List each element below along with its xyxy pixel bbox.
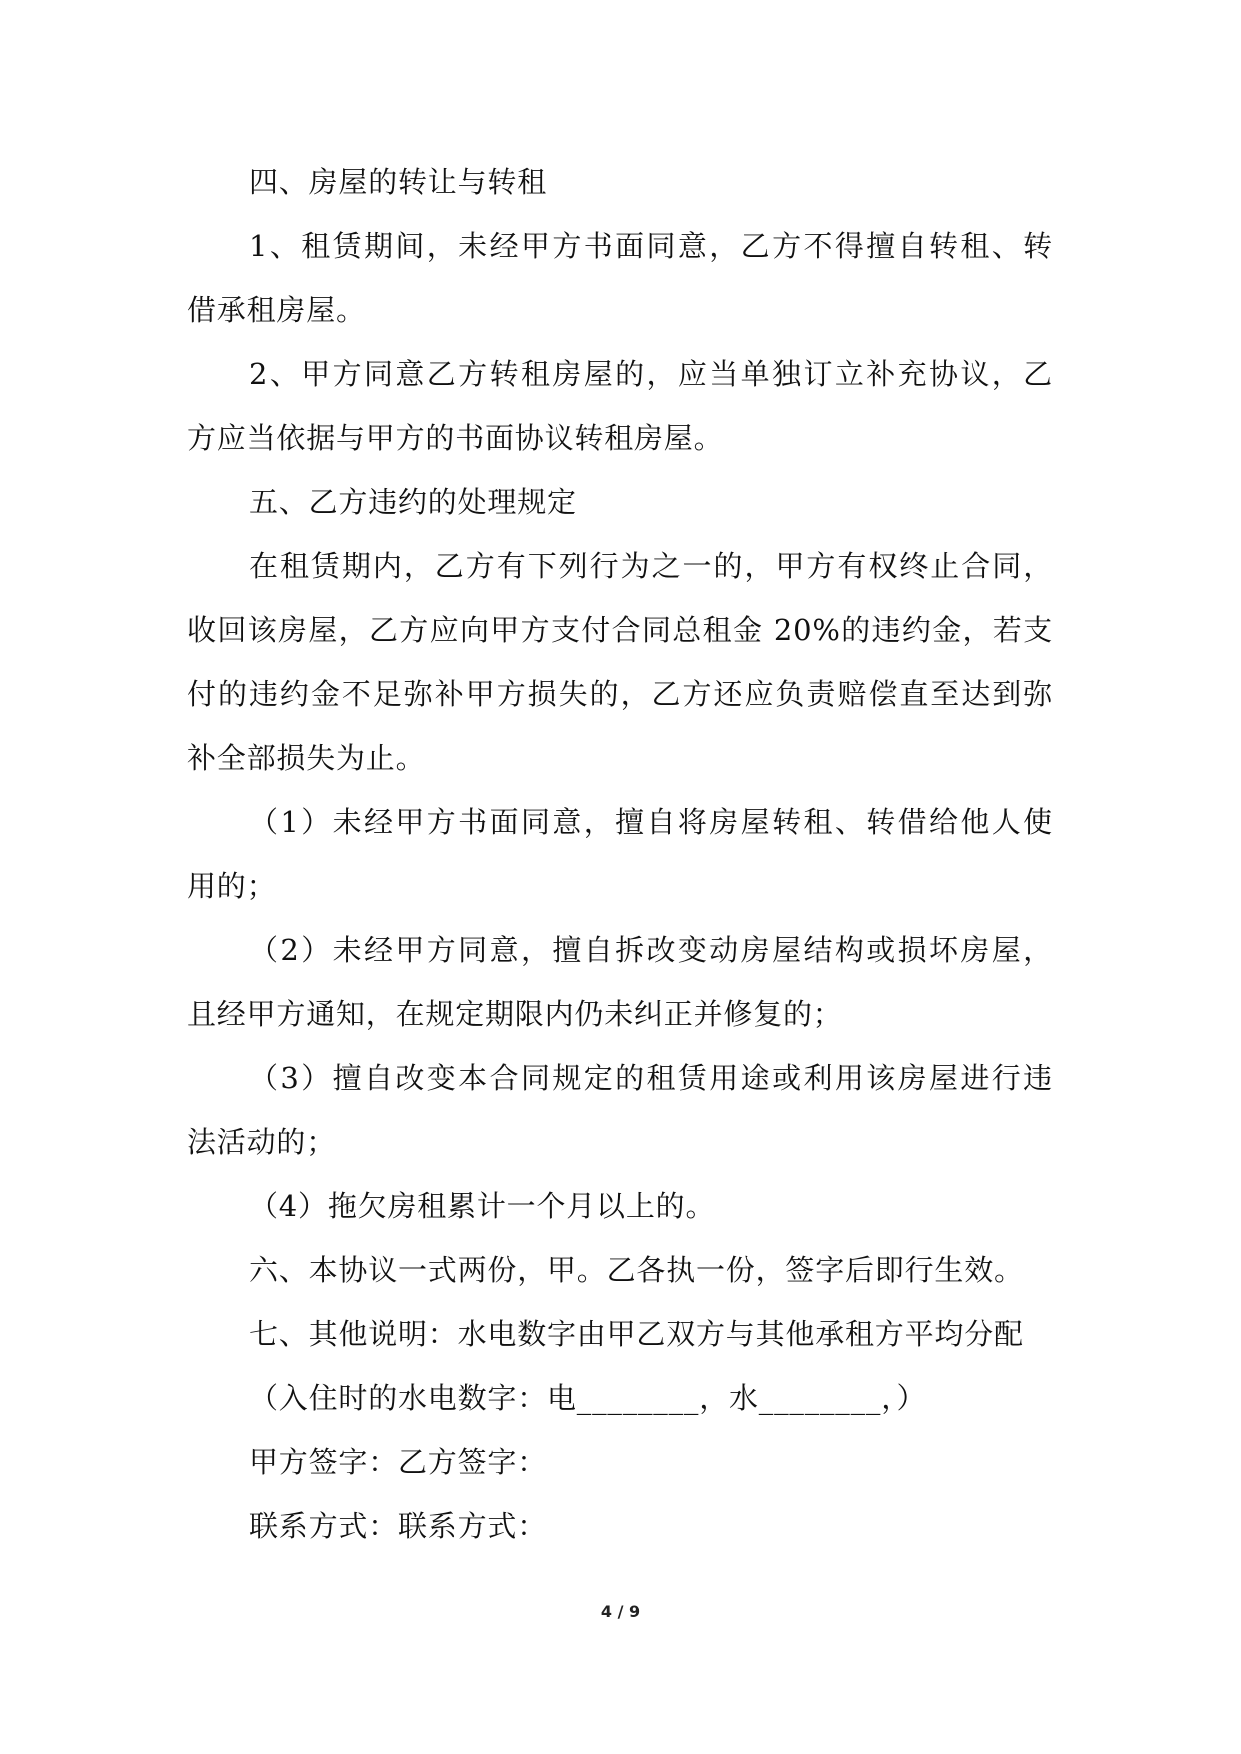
list-item-line: （2）未经甲方同意，擅自拆改变动房屋结构或损坏房屋， — [249, 933, 1053, 967]
list-item-line: 且经甲方通知，在规定期限内仍未纠正并修复的； — [187, 997, 843, 1031]
list-item-line: 法活动的； — [187, 1125, 337, 1159]
list-item-line: 用的； — [187, 869, 277, 903]
paragraph-line: 付的违约金不足弥补甲方损失的，乙方还应负责赔偿直至达到弥 — [187, 677, 1053, 711]
paragraph-line: 借承租房屋。 — [187, 293, 366, 327]
list-item-line: （4）拖欠房租累计一个月以上的。 — [249, 1189, 716, 1223]
section-six-line: 六、本协议一式两份，甲。乙各执一份，签字后即行生效。 — [249, 1253, 1024, 1287]
list-item-line: （3）擅自改变本合同规定的租赁用途或利用该房屋进行违 — [249, 1061, 1053, 1095]
paragraph-line: 在租赁期内，乙方有下列行为之一的，甲方有权终止合同， — [249, 549, 1053, 583]
paragraph-line: 2、甲方同意乙方转租房屋的，应当单独订立补充协议，乙 — [249, 357, 1053, 391]
paragraph-line: 方应当依据与甲方的书面协议转租房屋。 — [187, 421, 724, 455]
section-heading-breach-handling: 五、乙方违约的处理规定 — [249, 485, 577, 519]
page-number: 4 / 9 — [600, 1602, 641, 1621]
section-seven-line: 七、其他说明：水电数字由甲乙双方与其他承租方平均分配 — [249, 1317, 1024, 1351]
contact-line: 联系方式：联系方式： — [249, 1509, 548, 1543]
paragraph-line: 1、租赁期间，未经甲方书面同意，乙方不得擅自转租、转 — [249, 229, 1053, 263]
signature-line: 甲方签字：乙方签字： — [249, 1445, 548, 1479]
paragraph-line: 补全部损失为止。 — [187, 741, 426, 775]
list-item-line: （1）未经甲方书面同意，擅自将房屋转租、转借给他人使 — [249, 805, 1053, 839]
document-body — [187, 150, 1053, 1558]
paragraph-line: 收回该房屋，乙方应向甲方支付合同总租金 20%的违约金，若支 — [187, 613, 1053, 647]
section-heading-transfer-sublease: 四、房屋的转让与转租 — [249, 165, 548, 199]
utility-reading-line: （入住时的水电数字：电________，水________，） — [249, 1381, 927, 1415]
